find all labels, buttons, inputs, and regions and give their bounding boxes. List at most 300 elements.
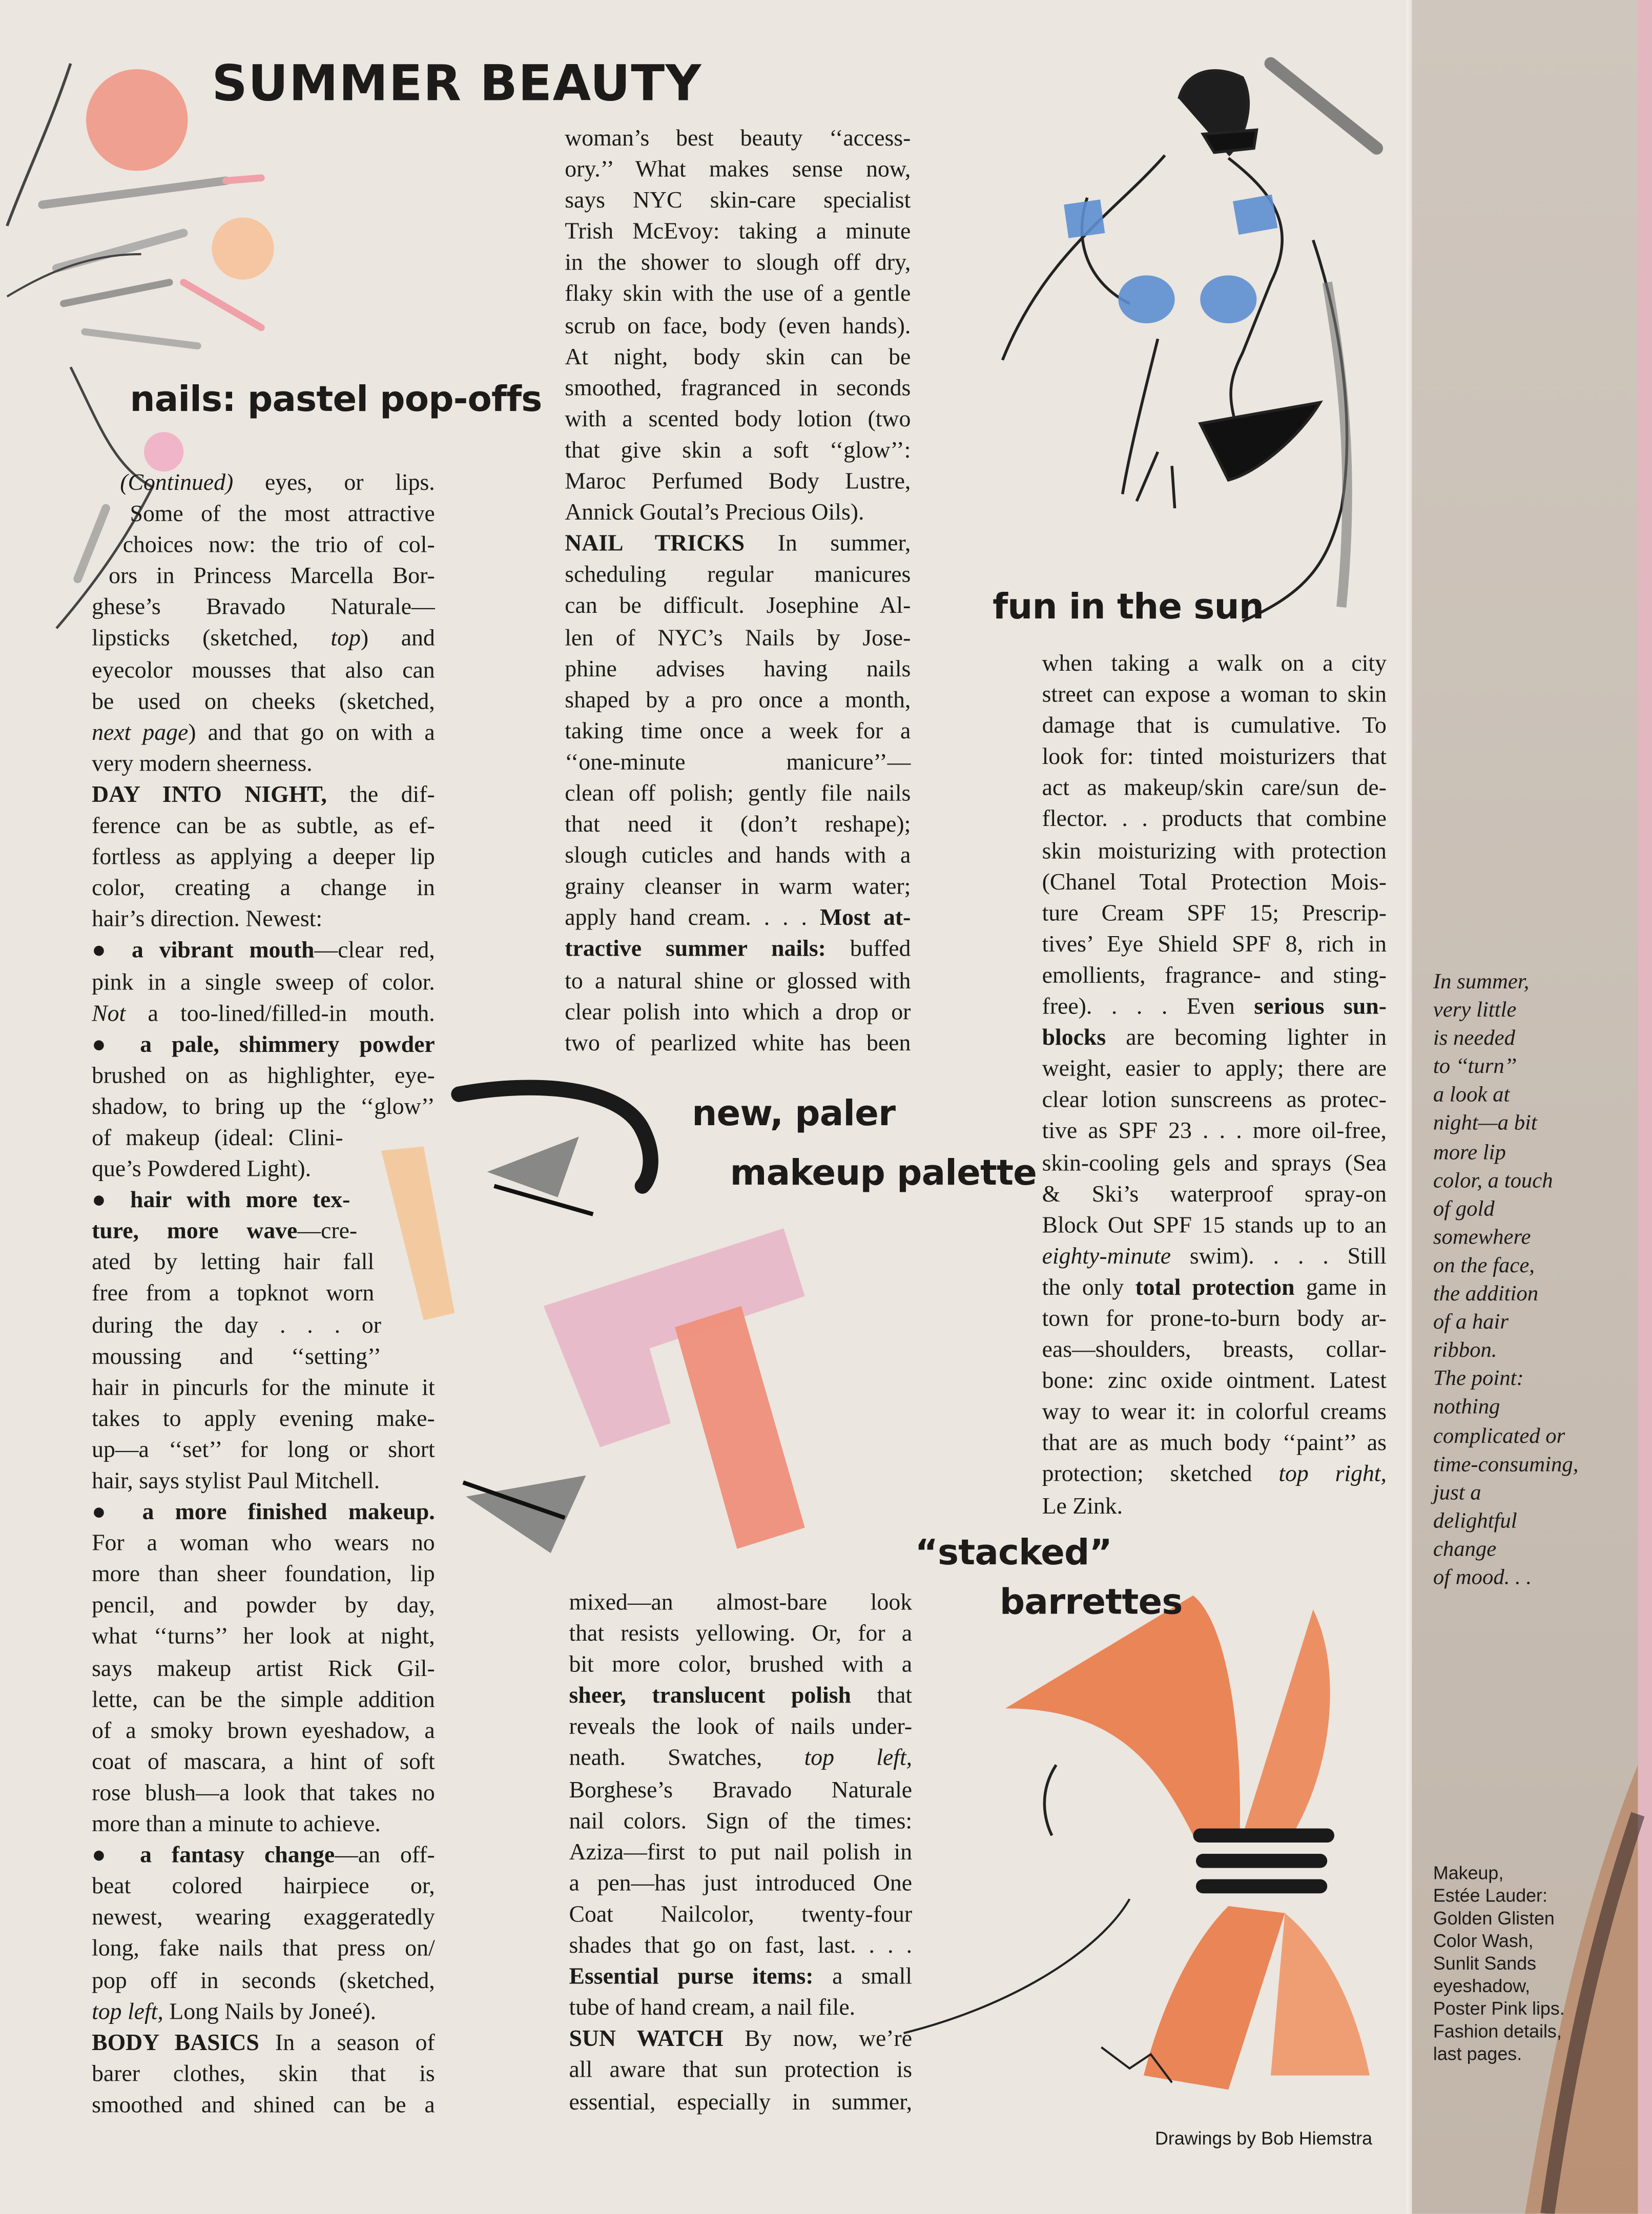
text-run: says makeup artist Rick Gil- [92,1654,435,1681]
text-line [1042,1334,1387,1365]
sidebar-line: time-consuming, [1433,1452,1579,1477]
text-line [1042,1116,1387,1147]
text-run: For a woman who wears no [92,1529,435,1557]
bold-text: Essential purse items: [569,1962,814,1990]
text-run: in the shower to slough off dry, [565,249,911,276]
text-line [92,1559,435,1590]
text-line [1042,1178,1387,1210]
text-run: more than a minute to achieve. [92,1810,381,1837]
text-run: two of pearlized white has been [565,1029,911,1056]
text-line [92,467,435,499]
sidebar-line: In summer, [1433,970,1530,994]
text-line [92,1840,435,1871]
text-run: By now, we’re [723,2025,913,2052]
text-run: mixed—an almost-bare look [569,1588,913,1616]
text-run: up—a ‘‘set’’ for long or short [92,1436,435,1463]
sidebar-line: of a hair [1433,1310,1509,1335]
text-run: hair, says stylist Paul Mitchell. [92,1467,380,1494]
text-run: are becoming lighter in [1106,1024,1387,1051]
text-run: during the day . . . or [92,1311,382,1338]
text-line [92,1746,435,1777]
pink-swatch-circle [86,69,188,171]
text-line [565,685,911,716]
text-line [92,1029,435,1060]
text-line [92,935,435,966]
text-line [1042,1210,1387,1241]
text-run: can be difficult. Josephine Al- [565,592,911,619]
text-line [565,185,911,216]
text-run: In a season of [259,2028,435,2056]
text-line [92,966,435,998]
text-run: bit more color, brushed with a [569,1650,913,1678]
text-run: lette, can be the simple addition [92,1685,435,1712]
text-line [92,1777,435,1809]
text-run: Trish McEvoy: taking a minute [565,218,911,245]
text-run: that need it (don’t reshape); [565,810,911,838]
heading-barrettes-line1: “stacked” [915,1532,1112,1573]
text-line [1042,1085,1387,1116]
text-line [565,560,911,591]
bold-text: blocks [1042,1024,1106,1051]
italic-text: top right, [1278,1460,1387,1487]
caption-line: Estée Lauder: [1433,1885,1547,1907]
text-run: eyes, or lips. [233,468,435,496]
text-run: smoothed and shined can be a [92,2091,435,2118]
text-run: tube of hand cream, a nail file. [569,1994,856,2021]
text-line [569,1836,912,1868]
text-run: be used on cheeks (sketched, [92,687,435,714]
text-line [92,1403,435,1435]
text-line [1042,1053,1387,1085]
article-column-2-bottom [569,1587,912,2117]
text-line [92,1528,435,1559]
text-run: act as makeup/skin care/sun de- [1042,774,1387,801]
text-run: skin-cooling gels and sprays (Sea [1042,1148,1387,1176]
text-line [565,715,911,747]
text-line [569,1805,912,1836]
bold-text: SUN WATCH [569,2025,724,2052]
text-line [565,996,911,1027]
text-run: scrub on face, body (even hands). [565,311,911,339]
text-run: ors in Princess Marcella Bor- [109,562,435,589]
sunbather-illustration [1002,64,1376,621]
text-run: street can expose a woman to skin [1042,680,1387,708]
text-line [92,1341,381,1372]
text-line [92,2058,435,2089]
text-run: pencil, and powder by day, [92,1591,435,1619]
text-line [92,592,435,624]
bold-text: Most at- [819,904,911,931]
text-run: taking time once a week for a [565,717,911,744]
heading-barrettes-line2: barrettes [999,1581,1183,1623]
text-run: fortless as applying a deeper lip [92,843,435,870]
text-line [565,435,911,466]
blue-swatch [1064,199,1105,238]
italic-text: next page [92,718,189,746]
text-run: Aziza—first to put nail polish in [569,1838,913,1865]
caption-line: last pages. [1433,2043,1522,2064]
text-run: Annick Goutal’s Precious Oils). [565,499,864,526]
text-run: At night, body skin can be [565,342,911,370]
text-line [92,1809,435,1840]
text-line [569,1961,912,1993]
caption-line: Color Wash, [1433,1930,1534,1952]
text-line [92,1590,435,1622]
text-run: color, creating a change in [92,874,435,901]
text-line [92,842,435,873]
text-run: that give skin a soft ‘‘glow’’: [565,436,911,463]
bold-text: ● a fantasy change [92,1841,335,1868]
text-line [92,1933,435,1964]
text-run: Block Out SPF 15 stands up to an [1042,1211,1387,1238]
text-run: that are as much body ‘‘paint’’ as [1042,1429,1387,1456]
caption-line: Makeup, [1433,1862,1504,1884]
text-line [565,154,911,185]
text-line [565,341,911,373]
text-line [569,1649,912,1681]
text-run: barer clothes, skin that is [92,2059,435,2087]
text-run: & Ski’s waterproof spray-on [1042,1180,1387,1207]
text-line [92,1434,435,1465]
article-column-1 [92,467,435,2121]
makeup-credits-caption [1433,1863,1565,2066]
page-title: SUMMER BEAUTY [212,56,702,113]
text-run: ference can be as subtle, as ef- [92,812,435,839]
text-run: ated by letting hair fall [92,1248,375,1276]
sidebar-line: of gold [1433,1197,1495,1221]
text-run: pop off in seconds (sketched, [92,1966,435,1993]
italic-text: top left, [92,1997,163,2024]
text-line [1042,1272,1387,1303]
text-line [92,717,435,748]
bold-text: tractive summer nails: [565,935,826,962]
text-run: that resists yellowing. Or, for a [569,1619,913,1647]
text-run: look for: tinted moisturizers that [1042,743,1387,770]
text-line [1042,679,1387,711]
bold-text: total protection [1135,1273,1295,1300]
salmon-swatch [675,1306,805,1549]
text-line [1042,1365,1387,1397]
text-run: Borghese’s Bravado Naturale [569,1775,913,1803]
text-line [565,1027,911,1059]
text-run: grainy cleanser in warm water; [565,873,911,900]
text-run: neath. Swatches, [569,1744,804,1771]
text-line [92,1715,435,1746]
text-line [1042,1459,1387,1491]
text-line [92,2027,435,2058]
text-run: Maroc Perfumed Body Lustre, [565,467,911,494]
bold-text: ● a vibrant mouth [92,937,315,964]
text-run: nail colors. Sign of the times: [569,1807,913,1834]
text-line [569,1930,912,1961]
text-line [92,998,435,1029]
text-run: takes to apply evening make- [92,1404,435,1432]
text-line [92,904,435,935]
text-run: long, fake nails that press on/ [92,1935,435,1962]
text-run: game in [1294,1273,1387,1300]
small-pink-dot [144,432,183,471]
text-line [1042,835,1387,866]
caption-line: Golden Glisten [1433,1907,1555,1929]
text-line [1042,804,1387,835]
sidebar-line: the addition [1433,1282,1539,1306]
text-run: skin moisturizing with protection [1042,836,1387,864]
text-line [92,1247,374,1278]
bold-text: sheer, translucent polish [569,1682,851,1709]
text-line [569,1587,912,1618]
text-run: shaped by a pro once a month, [565,686,911,713]
text-run: more than sheer foundation, lip [92,1560,435,1588]
peach-swatch-circle [212,217,274,279]
sidebar-line: more lip [1433,1140,1506,1165]
text-run: way to wear it: in colorful creams [1042,1398,1387,1425]
text-run: eas—shoulders, breasts, collar- [1042,1335,1387,1363]
text-line [565,903,911,934]
text-run: very modern sheerness. [92,749,313,777]
text-line [565,591,911,622]
sidebar-pull-text [1433,968,1579,1592]
text-line [92,1684,435,1715]
text-line [569,1681,912,1712]
italic-text: eighty-minute [1042,1242,1171,1269]
text-line [569,1712,912,1743]
text-line [565,466,911,497]
text-line [92,561,435,592]
text-run: coat of mascara, a hint of soft [92,1747,435,1775]
text-run: reveals the look of nails under- [569,1713,913,1740]
sidebar-line: just a [1433,1480,1481,1505]
text-line [565,809,911,840]
blue-swatch [1200,275,1256,323]
text-line [92,1310,381,1341]
text-run: —an off- [335,1841,435,1868]
text-line [92,1622,435,1653]
text-line [92,1497,435,1528]
bold-text: ● hair with more tex- [92,1186,350,1213]
text-line [92,654,435,686]
text-line [92,2089,435,2121]
sidebar-line: night—a bit [1433,1111,1537,1136]
sidebar-line: The point: [1433,1367,1524,1392]
sidebar-line: nothing [1433,1395,1500,1420]
text-line [565,934,911,965]
text-line [569,2055,912,2086]
sidebar-line: is needed [1433,1026,1516,1051]
text-run: protection; sketched [1042,1460,1279,1487]
caption-line: Poster Pink lips. [1433,1998,1565,2019]
text-run: —clear red, [314,937,435,964]
text-run: ghese’s Bravado Naturale— [92,593,435,620]
text-run: Coat Nailcolor, twenty-four [569,1900,913,1928]
text-line [92,748,435,779]
text-line [1042,866,1387,898]
text-run: beat colored hairpiece or, [92,1872,435,1899]
text-line [565,965,911,997]
text-run: clean off polish; gently file nails [565,779,911,806]
text-run: swim). . . . Still [1171,1242,1387,1269]
text-run: essential, especially in summer, [569,2087,913,2115]
text-run: free). . . . Even [1042,992,1254,1020]
text-run: a pen—has just introduced One [569,1869,913,1896]
text-run: Long Nails by Joneé). [163,1997,377,2024]
sidebar-line: color, a touch [1433,1168,1553,1193]
text-line [565,310,911,341]
text-run: ture Cream SPF 15; Prescrip- [1042,899,1387,926]
text-line [569,1868,912,1899]
text-run: the dif- [326,780,435,808]
bold-text: DAY INTO NIGHT, [92,780,327,808]
bold-text: ● a pale, shimmery powder [92,1030,435,1058]
text-line [92,499,435,530]
text-line [1042,929,1387,960]
caption-line: eyeshadow, [1433,1975,1531,1997]
text-line [565,872,911,903]
italic-text: Not [92,999,126,1026]
text-line [92,1091,435,1123]
text-line [565,840,911,872]
blue-swatch [1233,195,1277,235]
text-run: Some of the most attractive [130,500,435,527]
text-line [1042,991,1387,1022]
text-run: eyecolor mousses that also can [92,656,435,683]
text-line [565,653,911,685]
sidebar-line: to ‘‘turn’’ [1433,1055,1517,1080]
sidebar-line: complicated or [1433,1423,1565,1448]
text-run: with a scented body lotion (two [565,405,911,432]
text-run: len of NYC’s Nails by Jose- [565,623,911,650]
text-run: brushed on as highlighter, eye- [92,1061,435,1088]
text-line [569,1618,912,1649]
text-line [565,497,911,528]
text-line [1042,960,1387,991]
sidebar-line: somewhere [1433,1225,1531,1250]
text-line [92,1185,350,1216]
text-line [565,279,911,310]
article-column-2-top [565,123,911,1059]
caption-line: Sunlit Sands [1433,1952,1537,1974]
text-run: scheduling regular manicures [565,561,911,588]
text-run: emollients, fragrance- and sting- [1042,961,1387,988]
text-line [565,247,911,279]
italic-text: top left, [804,1744,913,1771]
text-line [92,811,435,842]
text-run: ) and that go on with a [188,718,435,746]
heading-palette-line1: new, paler [692,1092,896,1134]
text-line [565,404,911,435]
text-line [1042,741,1387,773]
text-run: bone: zinc oxide ointment. Latest [1042,1367,1387,1394]
text-run: to a natural shine or glossed with [565,966,911,994]
text-run: ) and [360,625,435,652]
sidebar-line: delightful [1433,1509,1517,1533]
text-run: rose blush—a look that takes no [92,1778,435,1806]
text-run: a small [813,1962,913,1990]
text-run: —cre- [297,1217,358,1245]
text-line [92,530,435,561]
sidebar-line: very little [1433,998,1517,1023]
text-line [569,2086,912,2117]
text-run: slough cuticles and hands with a [565,841,911,869]
bold-text: BODY BASICS [92,2028,259,2056]
text-line [569,1743,912,1774]
text-run: free from a topknot worn [92,1279,375,1307]
text-line [92,1123,343,1154]
barrettes-illustration [904,1596,1370,2089]
caption-line: Fashion details, [1433,2020,1562,2042]
text-line [92,1278,374,1310]
text-run: hair in pincurls for the minute it [92,1373,435,1400]
text-line [1042,773,1387,804]
text-run: town for prone-to-burn body ar- [1042,1305,1387,1332]
text-line [92,873,435,904]
text-run: shadow, to bring up the ‘‘glow’’ [92,1092,435,1120]
text-run: what ‘‘turns’’ her look at night, [92,1623,435,1650]
text-line [565,778,911,809]
text-line [565,216,911,247]
text-line [565,622,911,653]
text-line [1042,1428,1387,1459]
heading-palette-line2: makeup palette [730,1152,1037,1193]
text-line [565,123,911,154]
text-run: woman’s best beauty ‘‘access- [565,124,911,151]
blue-swatch [1118,275,1174,323]
bold-text: ture, more wave [92,1217,298,1245]
italic-text: top [331,625,361,652]
text-run: newest, wearing exaggeratedly [92,1903,435,1931]
text-line [1042,1022,1387,1053]
sidebar-line: ribbon. [1433,1338,1497,1363]
text-run: choices now: the trio of col- [122,531,435,558]
bold-text: ● a more finished makeup. [92,1498,435,1525]
text-run: apply hand cream. . . . [565,904,820,931]
article-column-3 [1042,648,1387,1522]
italic-text: (Continued) [120,468,234,496]
text-line [565,747,911,778]
text-run: a too-lined/filled-in mouth. [126,999,435,1026]
text-run: tive as SPF 23 . . . more oil-free, [1042,1117,1387,1145]
text-run: flector. . . products that combine [1042,805,1387,833]
text-line [1042,1241,1387,1272]
text-run: flaky skin with the use of a gentle [565,280,911,307]
text-line [92,1216,357,1247]
text-line [1042,1491,1387,1522]
text-line [565,373,911,404]
text-run: hair’s direction. Newest: [92,905,323,933]
text-line [569,1774,912,1806]
text-run: pink in a single sweep of color. [92,967,435,995]
text-line [1042,1397,1387,1428]
text-run: Le Zink. [1042,1492,1123,1519]
text-run: lipsticks (sketched, [92,625,331,652]
text-line [92,1996,435,2027]
heading-sun: fun in the sun [993,586,1264,627]
text-line [92,1153,343,1185]
text-line [1042,711,1387,742]
text-run: when taking a walk on a city [1042,649,1387,676]
text-line [92,1653,435,1684]
text-line [569,1899,912,1930]
sidebar-line: change [1433,1537,1497,1562]
text-line [92,1465,435,1497]
text-run: clear polish into which a drop or [565,998,911,1025]
text-line [92,1964,435,1996]
text-run: shades that go on fast, last. . . . [569,1931,913,1959]
text-line [92,623,435,654]
text-run: phine advises having nails [565,654,911,681]
text-line [1042,1147,1387,1178]
text-line [92,1372,435,1403]
text-run: In summer, [745,529,911,557]
